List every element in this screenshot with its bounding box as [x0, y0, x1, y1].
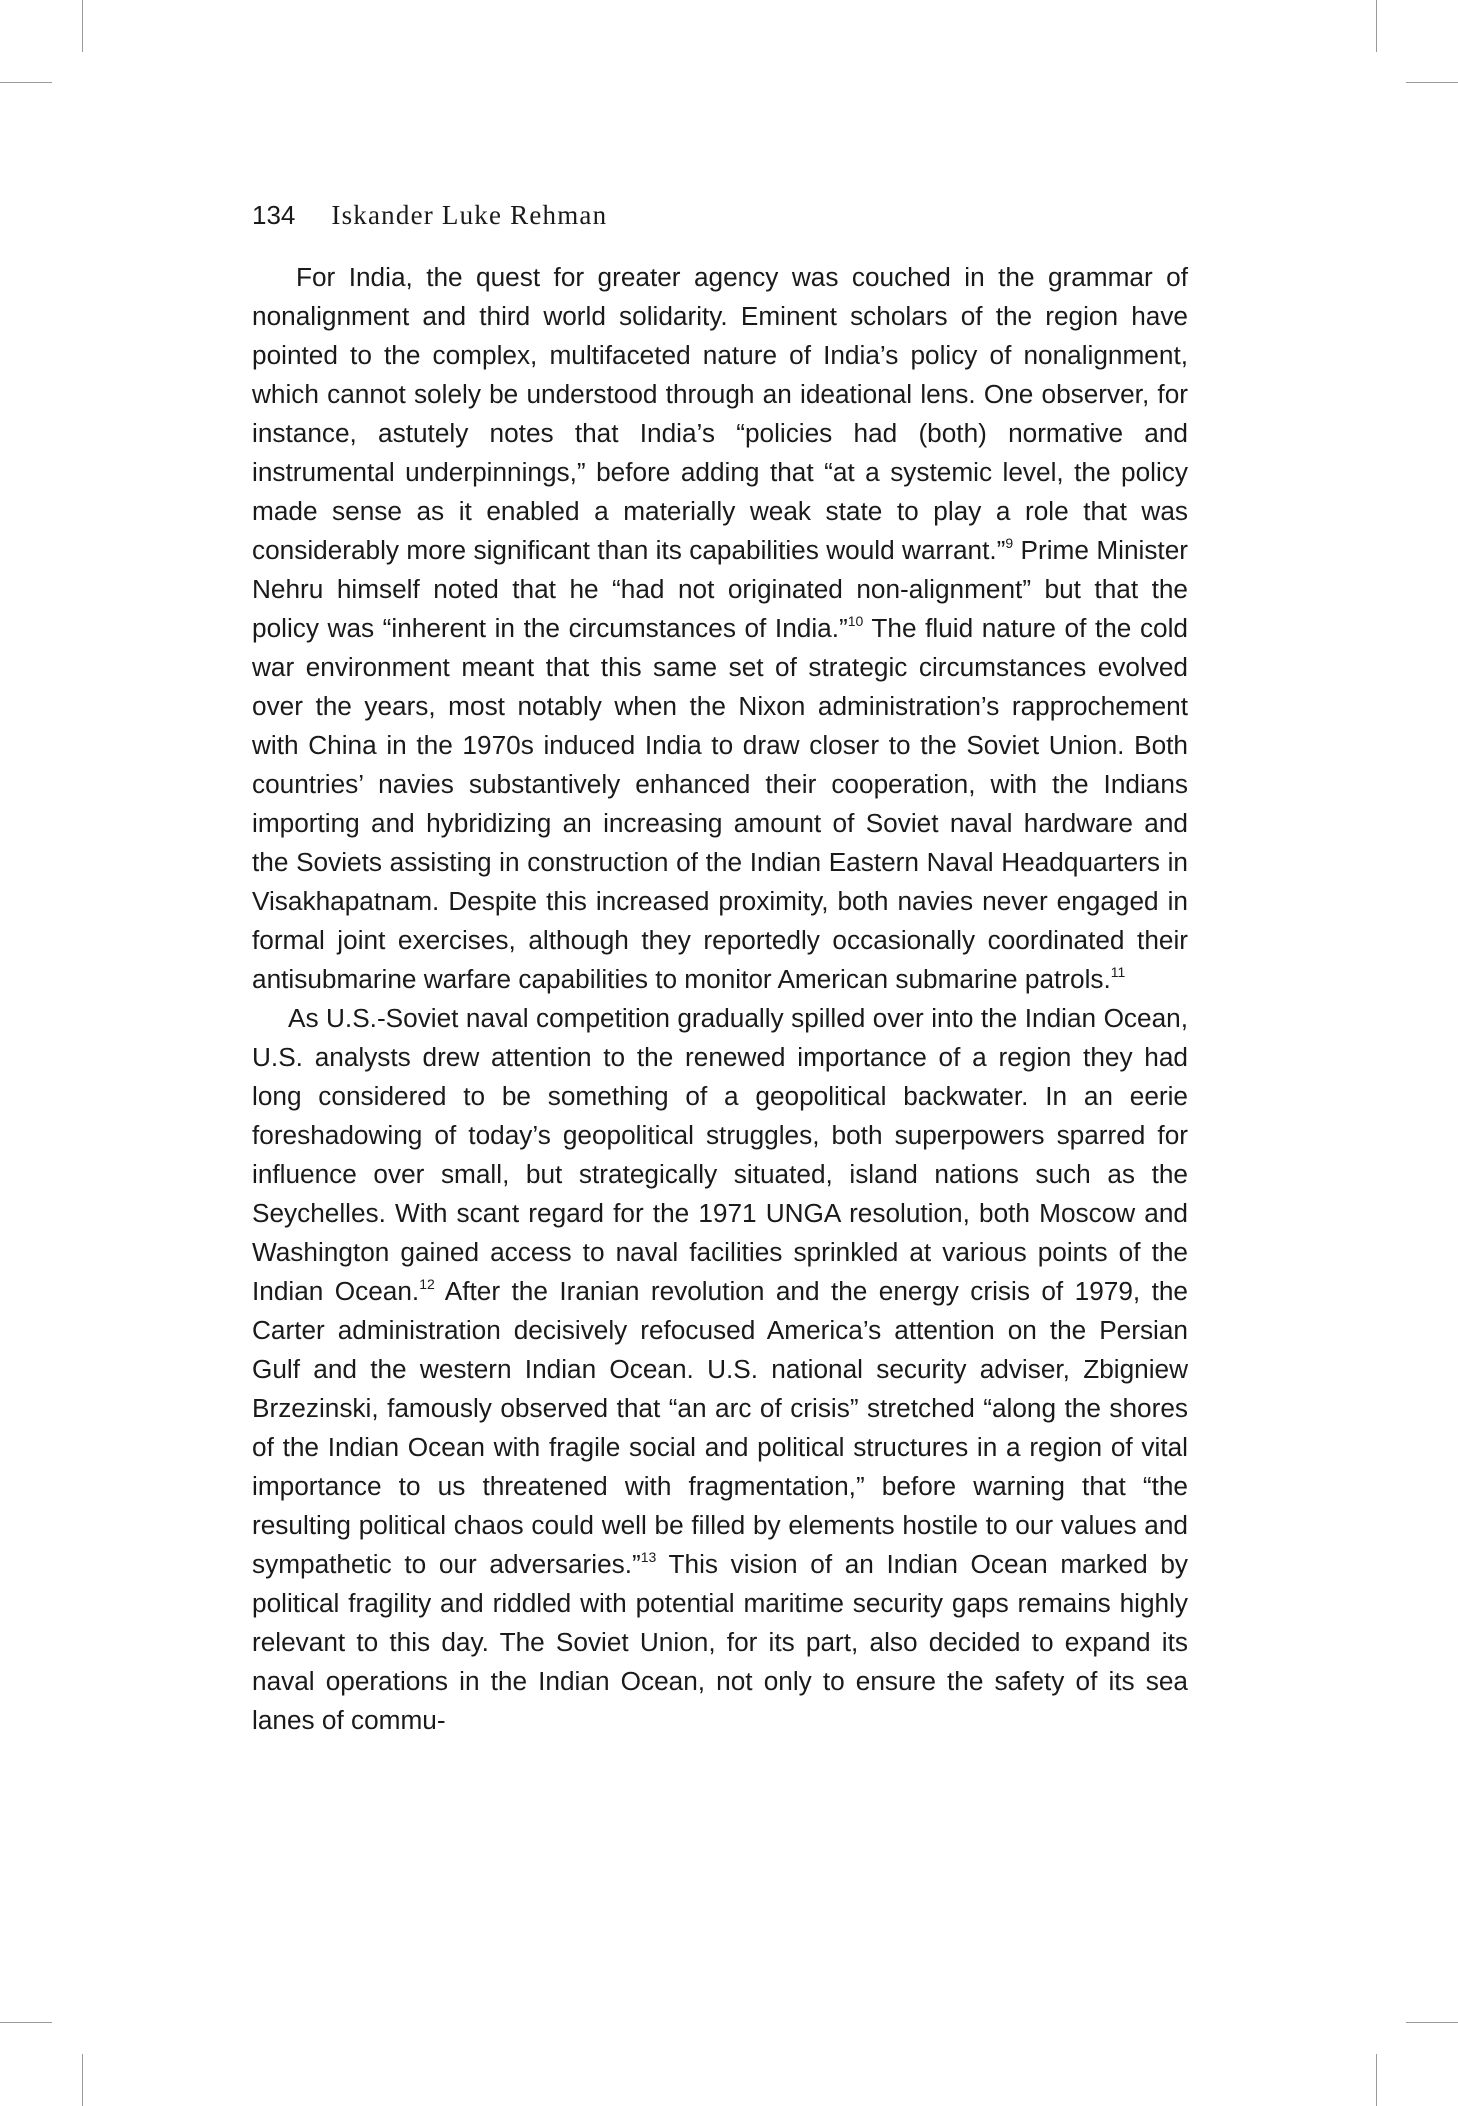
paragraph-1-text-1: For India, the quest for greater agency was couched in the grammar of nonalignment and third world solidarity. Eminent scholars of the region have pointed to the complex, multifaceted nature of India’s policy of nonalignment, which cannot solely be understood through an ideational lens. One observer, for instance, astutely notes that India’s “policies had (both) normative and instrumental underpinnings,” before adding that “at a systemic level, the policy made sense as it enabled a materially weak state to play a role that was considerably more significant than its capabilities would warrant.” [252, 262, 1188, 565]
crop-mark-bottom-right [1376, 2054, 1377, 2106]
paragraph-2-text-3: This vision of an Indian Ocean marked by political fragility and riddled with potential maritime security gaps remains highly relevant to this day. The Soviet Union, for its part, also decided to expand its naval operations in the Indian Ocean, not only to ensure the safety of its sea lanes of commu- [252, 1549, 1188, 1735]
note-marker-12: 12 [419, 1276, 435, 1292]
note-marker-9: 9 [1005, 535, 1014, 551]
paragraph-1 [252, 258, 1188, 999]
paragraph-2 [252, 999, 1188, 1740]
body-text [252, 258, 1188, 1740]
running-header [252, 198, 607, 232]
crop-mark-top-right [1376, 0, 1377, 52]
note-marker-13: 13 [640, 1549, 657, 1565]
page-number: 134 [252, 200, 296, 230]
note-marker-10: 10 [847, 613, 864, 629]
paragraph-1-text-3: The fluid nature of the cold war environment meant that this same set of strategic circumstances evolved over the years, most notably when the Nixon administration’s rapprochement with China in the 1970s induced India to draw closer to the Soviet Union. Both countries’ navies substantively enhanced their cooperation, with the Indians importing and hybridizing an increasing amount of Soviet naval hardware and the Soviets assisting in construction of the Indian Eastern Naval Headquarters in Visakhapatnam. Despite this increased proximity, both navies never engaged in formal joint exercises, although they reportedly occasionally coordinated their antisubmarine warfare capabilities to monitor American submarine patrols. [252, 613, 1188, 994]
paragraph-2-text-2: After the Iranian revolution and the energy crisis of 1979, the Carter administration decisively refocused America’s attention on the Persian Gulf and the western Indian Ocean. U.S. national security adviser, Zbigniew Brzezinski, famously observed that “an arc of crisis” stretched “along the shores of the Indian Ocean with fragile social and political structures in a region of vital importance to us threatened with fragmentation,” before warning that “the resulting political chaos could well be filled by elements hostile to our values and sympathetic to our adversaries.” [252, 1276, 1188, 1579]
crop-mark-top-left-horizontal [0, 82, 52, 83]
paragraph-2-text-1: As U.S.-Soviet naval competition gradually spilled over into the Indian Ocean, U.S. analysts drew attention to the renewed importance of a region they had long considered to be something of a geopolitical backwater. In an eerie foreshadowing of today’s geopolitical struggles, both superpowers sparred for influence over small, but strategically situated, island nations such as the Seychelles. With scant regard for the 1971 UNGA resolution, both Moscow and Washington gained access to naval facilities sprinkled at various points of the Indian Ocean. [252, 1003, 1188, 1306]
paragraph-1-text-2: Prime Minister Nehru himself noted that he “had not originated non-alignment” but that the policy was “inherent in the circumstances of India.” [252, 535, 1188, 643]
note-marker-11: 11 [1110, 964, 1126, 980]
crop-mark-bottom-left-horizontal [0, 2022, 52, 2023]
running-head-author: Iskander Luke Rehman [331, 200, 608, 230]
crop-mark-bottom-left [82, 2054, 83, 2106]
crop-mark-top-left [82, 0, 83, 52]
crop-mark-bottom-right-horizontal [1406, 2022, 1458, 2023]
crop-mark-top-right-horizontal [1406, 82, 1458, 83]
